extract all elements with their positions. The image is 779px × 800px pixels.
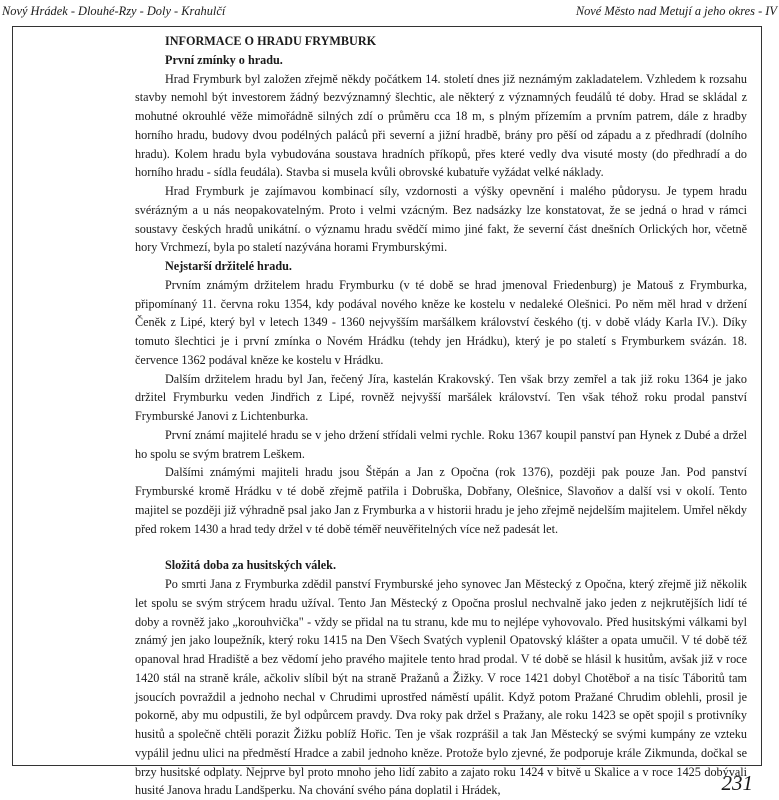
header-right-title: Nové Město nad Metují a jeho okres - IV xyxy=(575,4,777,18)
section-gap xyxy=(135,538,747,556)
paragraph: Dalšími známými majiteli hradu jsou Štěpán a Jan z Opočna (rok 1376), později pak pouze Jan. Pod panství Frymburské kromě Hrádku v té době zřejmě patřila i Dobruška, Dobřany, Olešnice, Slavoňov a další vsi v okolí. Tento majitel se později již výhradně psal jako Jan z Frymburka a v historii hradu je jeho zřejmě nejdelším majitelem. Umřel někdy před rokem 1430 a hrad tedy držel v té době téměř neuvěřitelných více než padesát let. xyxy=(135,465,747,536)
paragraph: Hrad Frymburk je zajímavou kombinací síly, vzdornosti a výšky opevnění i malého půdorysu. Je typem hradu svérázným a u nás neopakovatelným. Proto i velmi vzácným. Bez nadsázky lze konstatovat, že se jedná o hrad v rámci soustavy českých hradů unikátní. o významu hradu svědčí mimo jiné fakt, že severní část dnešních Orlických hor, včetně hory Vrchmezí, byla po staletí nazývána horami Frymburskými. xyxy=(135,184,747,255)
section-heading-first-mentions: První zmínky o hradu. xyxy=(165,52,283,67)
document-body xyxy=(135,32,747,800)
paragraph: První známí majitelé hradu se v jeho držení střídali velmi rychle. Roku 1367 koupil panství pan Hynek z Dubé a držel ho spolu se svým bratrem Leškem. xyxy=(135,427,747,461)
paragraph: Prvním známým držitelem hradu Frymburku (v té době se hrad jmenoval Friedenburg) je Matouš z Frymburka, připomínaný 11. června roku 1354, kdy podával nového kněze ke kostelu v nedaleké Olešnici. Po něm měl hrad v držení Čeněk z Lipé, který byl v letech 1349 - 1360 nejvyšším maršálkem království českého (tj. v době vlády Karla IV.). Díky tomuto šlechtici je i první zmínka o Novém Hrádku (tehdy jen Hrádku), který je po staletí s Frymburkem svázán. 18. července 1362 podával kněze ke kostelu v Hrádku. xyxy=(135,277,747,367)
running-header xyxy=(2,4,777,22)
paragraph: Po smrti Jana z Frymburka zdědil panství Frymburské jeho synovec Jan Městecký z Opočna, který zřejmě již několik let spolu se svým strýcem hradu užíval. Tento Jan Městecký z Opočna proslul nechvalně jako jeden z nejkrutějších lidí té doby a rovněž jako „korouhvička" - vždy se přidal na tu stranu, kde mu to nejlépe vyhovovalo. Před husitskými válkami byl známý jen jako loupežník, který roku 1415 na Den Všech Svatých vyplenil Opatovský klášter a opata umučil. V té době též opanoval hrad Hradiště a bez vědomí jeho pravého majitele tento hrad prodal. V té době se hlásil k husitům, avšak již v roce 1420 stál na straně krále, ačkoliv slíbil být na straně Pražanů a Žižky. V roce 1421 dobyl Chotěboř a na tisíc Táboritů tam jsoucích povraždil a jednoho nechal v Chrudimi uprostřed náměstí upálit. Když potom Pražané Chrudim oblehli, prosil je pokorně, aby mu odpustili, že byl odpůrcem pravdy. Dva roky pak držel s Pražany, ale roku 1423 se opět spojil s protivníky husitů a společně chtěli porazit Žižku poblíž Hořic. Ten je však rozprášil a tak Jan Městecký se svými kumpány ze vzteku vypálil jednu ulici na předměstí Hradce a zabil jednoho kněze. Protože bylo zjevné, že podporuje krále Zikmunda, dočkal se brzy husitské odplaty. Nejprve byl proto mnoho jeho lidí zabito a zajato roku 1424 v bitvě u Skalice a v roce 1425 dobývali husité Janova hradu Landšperku. Na chování svého pána doplatil i Hrádek, xyxy=(135,577,747,798)
document-title: INFORMACE O HRADU FRYMBURK xyxy=(165,34,377,48)
header-left-title: Nový Hrádek - Dlouhé-Rzy - Doly - Krahulčí xyxy=(2,4,226,18)
paragraph: Hrad Frymburk byl založen zřejmě někdy počátkem 14. století dnes již neznámým zakladatelem. Vzhledem k rozsahu stavby nemohl být investorem žádný bezvýznamný šlechtic, ale některý z významných feudálů té doby. Hrad se skládal z mohutné okrouhlé věže mimořádně silných zdí o průměru cca 18 m, s plným přízemím a prvním patrem, dále z hradby horního hradu, budovy dvou podélných paláců při severní a jižní hradbě, brány pro pěší od západu a z předhradí (dolního hradu). Kolem hradu byla vybudována soustava hradních příkopů, přes které vedly dva visuté mosty (do předhradí a do horního hradu - sídla feudála). Stavba si musela kvůli obrovské kubatuře vyžádat velké náklady. xyxy=(135,71,747,180)
section-heading-oldest-holders: Nejstarší držitelé hradu. xyxy=(165,259,292,273)
paragraph: Dalším držitelem hradu byl Jan, řečený Jíra, kastelán Krakovský. Ten však brzy zemřel a tak již roku 1364 je jako držitel Frymburku veden Jindřich z Lipé, rovněž nejvyšší maršálek království. Ten však téhož roku prodal panství Frymburské Janovi z Lichtenburka. xyxy=(135,371,747,423)
section-heading-hussite-wars: Složitá doba za husitských válek. xyxy=(165,558,336,573)
page-number: 231 xyxy=(721,771,753,795)
